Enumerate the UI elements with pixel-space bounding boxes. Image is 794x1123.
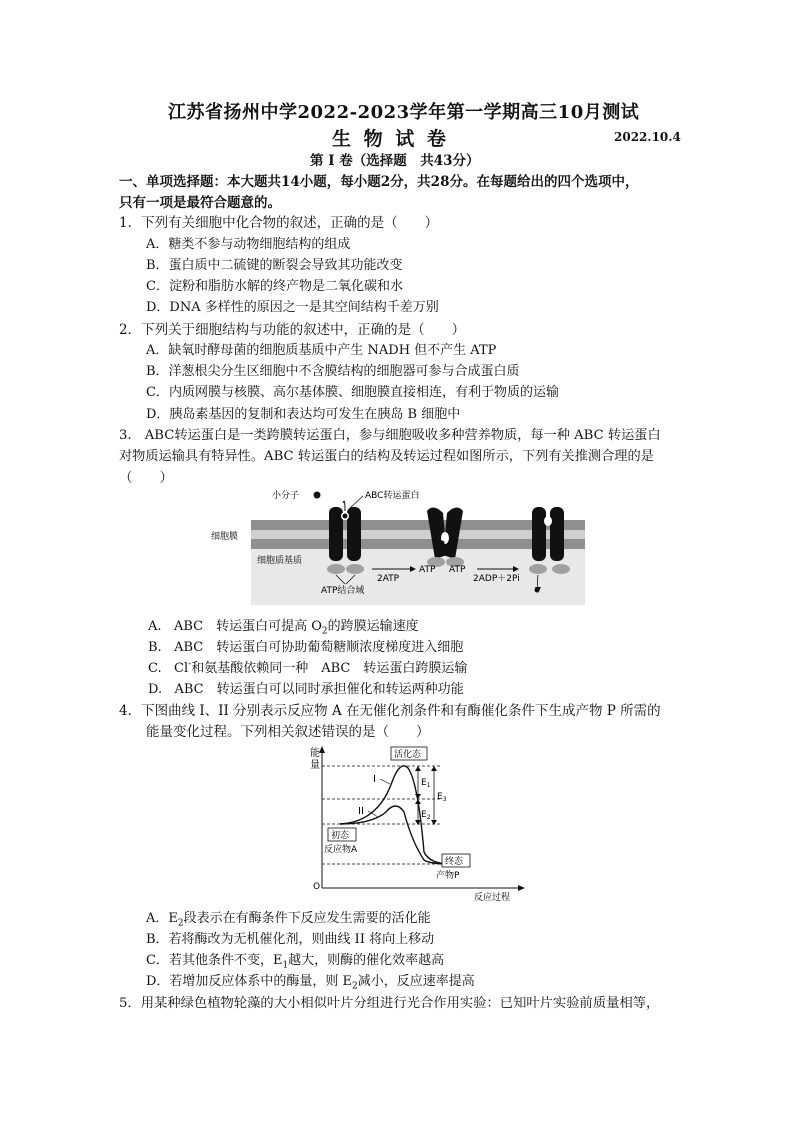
curve-ii xyxy=(340,806,450,864)
reactant-label: 反应物A xyxy=(324,845,358,855)
y-axis-label-1: 能 xyxy=(310,748,320,759)
question-3-option-b: B. ABC 转运蛋白可协助葡萄糖顺浓度梯度进入细胞 xyxy=(148,640,464,655)
e3-label: $E_3$ xyxy=(437,792,447,803)
cytoplasm-label: 细胞质基质 xyxy=(257,556,303,566)
abc-protein-label: ABC转运蛋白 xyxy=(365,491,420,501)
question-4-stem-line2: 能量变化过程。下列相关叙述错误的是（ ） xyxy=(146,724,430,740)
exam-title: 江苏省扬州中学2022-2023学年第一学期高三10月测试 xyxy=(168,102,640,123)
membrane-label: 细胞膜 xyxy=(211,532,239,542)
energy-diagram-figure xyxy=(300,742,535,902)
exam-subject: 生 物 试 卷 xyxy=(332,128,449,150)
small-molecule-dot xyxy=(314,492,321,499)
y-axis-label-2: 量 xyxy=(310,760,320,771)
question-2-option-d: D．胰岛素基因的复制和表达均可发生在胰岛 B 细胞中 xyxy=(146,407,461,422)
section-heading-line1: 一、单项选择题：本大题共14小题，每小题2分，共28分。在每题给出的四个选项中， xyxy=(119,174,639,190)
question-1-option-d: D．DNA 多样性的原因之一是其空间结构千差万别 xyxy=(146,300,439,315)
question-4-option-a: A．$E_2$段表示在有酶条件下反应发生需要的活化能 xyxy=(146,911,431,929)
e2-label: $E_2$ xyxy=(421,810,431,821)
question-2-option-c: C．内质网膜与核膜、高尔基体膜、细胞膜直接相连，有利于物质的运输 xyxy=(146,385,559,400)
two-atp-label: 2ATP xyxy=(377,574,400,584)
exam-date: 2022.10.4 xyxy=(614,130,681,144)
question-4-option-c: C．若其他条件不变，$E_1$越大，则酶的催化效率越高 xyxy=(146,953,445,971)
final-state-label: 终态 xyxy=(445,857,464,867)
curve-ii-label: II xyxy=(358,806,364,817)
initial-state-label: 初态 xyxy=(331,831,350,841)
question-4-option-b: B．若将酶改为无机催化剂，则曲线 II 将向上移动 xyxy=(146,932,435,947)
atp-label-1: ATP xyxy=(419,565,436,575)
abc-transporter-figure xyxy=(205,483,590,608)
curve-i-label: I xyxy=(373,774,376,785)
question-1-stem: 1．下列有关细胞中化合物的叙述，正确的是（ ） xyxy=(119,215,439,231)
question-4-option-d: D．若增加反应体系中的酶量，则 $E_2$减小，反应速率提高 xyxy=(146,974,475,992)
question-3-stem-line2: 对物质运输具有特异性。ABC 转运蛋白的结构及转运过程如图所示，下列有关推测合理的是 xyxy=(119,449,654,464)
question-2-option-a: A．缺氧时酵母菌的细胞质基质中产生 NADH 但不产生 ATP xyxy=(146,343,497,358)
question-1-option-b: B．蛋白质中二硫键的断裂会导致其功能改变 xyxy=(146,258,403,273)
question-2-option-b: B．洋葱根尖分生区细胞中不含膜结构的细胞器可参与合成蛋白质 xyxy=(146,364,520,379)
question-3-option-a: A. ABC 转运蛋白可提高 $O_2$的跨膜运输速度 xyxy=(148,619,419,637)
atp-domain-label: ATP结合域 xyxy=(321,586,365,596)
e1-label: $E_1$ xyxy=(421,778,431,789)
question-4-stem-line1: 4．下图曲线 I、II 分别表示反应物 A 在无催化剂条件和有酶催化条件下生成产物 P 所需的 xyxy=(119,703,661,719)
question-2-stem: 2．下列关于细胞结构与功能的叙述中，正确的是（ ） xyxy=(119,322,466,338)
y-axis-label-hidden: 能量 xyxy=(300,742,302,743)
product-label: 产物P xyxy=(436,871,460,881)
question-3-option-d: D. ABC 转运蛋白可以同时承担催化和转运两种功能 xyxy=(148,682,464,697)
atp-label-2: ATP xyxy=(449,565,466,575)
question-1-option-c: C．淀粉和脂肪水解的终产物是二氧化碳和水 xyxy=(146,279,403,294)
section-heading-line2: 只有一项是最符合题意的。 xyxy=(119,195,281,211)
question-5-stem: 5．用某种绿色植物轮藻的大小相似叶片分组进行光合作用实验：已知叶片实验前质量相等， xyxy=(119,996,660,1011)
question-1-option-a: A．糖类不参与动物细胞结构的组成 xyxy=(146,237,351,252)
question-3-option-c: C. Cl-和氨基酸依赖同一种 ABC 转运蛋白跨膜运输 xyxy=(148,659,468,676)
origin-label: O xyxy=(313,882,321,892)
part-heading: 第 I 卷（选择题 共43分） xyxy=(310,153,480,169)
x-axis-label: 反应过程 xyxy=(474,893,511,902)
small-molecule-label: 小分子 xyxy=(272,491,300,501)
question-3-stem-line1: 3. ABC转运蛋白是一类跨膜转运蛋白，参与细胞吸收多种营养物质，每一种 ABC 转运蛋白 xyxy=(119,428,661,443)
adp-pi-label: 2ADP＋2Pi xyxy=(473,574,520,584)
active-state-label: 活化态 xyxy=(394,750,422,760)
question-3-stem-line3: （ ） xyxy=(119,470,173,486)
